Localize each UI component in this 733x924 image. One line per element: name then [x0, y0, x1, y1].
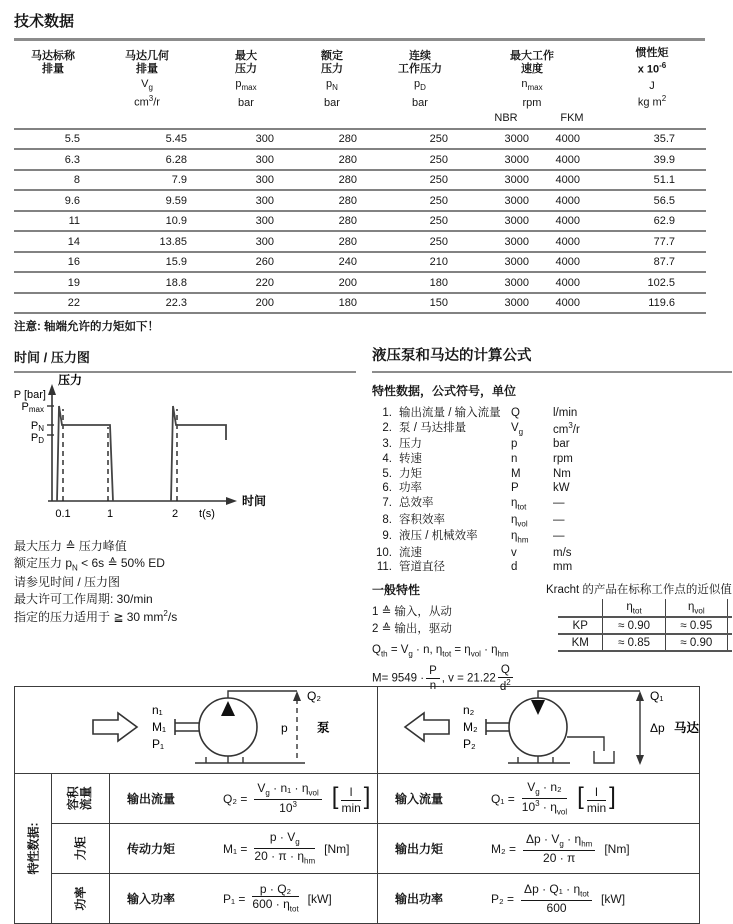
x-axis-arrow	[226, 497, 237, 505]
pressure-notes	[14, 538, 356, 626]
col-title: 最大工作 速度	[510, 49, 554, 76]
motor-flow-formula-cell	[378, 774, 700, 824]
spec-row: 22 22.3 200 180 150 3000 4000 119.6	[14, 293, 706, 314]
formula-label: 输出功率	[395, 892, 444, 906]
pump-shaft-torque: M₁	[152, 720, 167, 734]
spec-header-symbols	[14, 77, 706, 93]
note-line: 请参见时间 / 压力图	[14, 574, 121, 589]
flow-arrow-up	[293, 691, 301, 701]
level-pd: PD	[30, 432, 44, 445]
formula-section	[372, 344, 732, 694]
characteristics-table	[14, 686, 700, 924]
side-label: 特性数据:	[26, 822, 41, 875]
general-line: 1 ≙ 输入，从动	[372, 606, 452, 619]
symbol-item: 4. 转速 n rpm	[382, 452, 573, 465]
motor-diagram	[378, 687, 698, 768]
symbol-item: 5. 力矩 M Nm	[382, 467, 571, 480]
symbol-item: 3. 压力 p bar	[382, 438, 570, 451]
title-rule	[14, 38, 705, 41]
spec-row: 5.5 5.45 300 280 250 3000 4000 35.7	[64, 133, 675, 145]
motor-shaft-speed: n₂	[463, 703, 475, 717]
series-name: KM	[558, 634, 603, 651]
symbol-item: 2. 泵 / 马达排量 $V_g$ $cm^3/r$	[382, 420, 580, 437]
efficiency-table	[558, 599, 732, 652]
pump-diagram	[15, 687, 376, 768]
pump-power-formula-cell	[110, 874, 378, 924]
dp-arrow-up	[636, 691, 644, 701]
pressure-pulse-1	[57, 406, 113, 501]
dp-arrow-down	[636, 755, 644, 765]
input-arrow-icon	[93, 713, 137, 741]
col-title: 额定 压力	[321, 49, 343, 76]
x-axis-title: 时间	[242, 494, 267, 508]
spec-row: 6.3 6.28 300 280 250 3000 4000 39.9	[14, 149, 706, 170]
x-tick-1: 1	[106, 508, 114, 520]
col-unit: rpm	[522, 97, 542, 109]
spec-row: 14 13.85 300 280 250 3000 4000 77.7	[14, 231, 706, 252]
efficiency-header-row	[558, 599, 732, 617]
formula-label: 输出力矩	[395, 842, 444, 856]
unit-fraction: [ l min ]	[577, 782, 616, 815]
formula-section-title: 液压泵和马达的计算公式	[372, 348, 532, 364]
pump-shaft-power: P₁	[152, 737, 165, 751]
general-characteristics	[372, 581, 732, 693]
x-axis-unit: t(s)	[199, 508, 215, 520]
motor-name: 马达	[674, 721, 700, 735]
chart-section-title: 时间 / 压力图	[14, 350, 90, 365]
shaft-torque-note: 注意: 轴端允许的力矩如下！	[14, 321, 160, 333]
spec-row: 9.6 9.59 300 280 250 3000 4000 56.5	[14, 190, 706, 211]
time-pressure-chart	[14, 373, 344, 531]
pump-shaft-speed: n₁	[152, 703, 163, 717]
time-pressure-section	[14, 344, 356, 676]
eff-header: $\eta_{tot}$	[603, 599, 665, 617]
efficiency-row: KP ≈ 0.90 ≈ 0.95	[558, 617, 732, 634]
col-unit: bar	[324, 97, 340, 109]
general-heading: 一般特性	[372, 583, 421, 598]
pump-flow-formula-cell	[110, 774, 378, 824]
col-title: 最大 压力	[235, 49, 257, 76]
output-arrow-icon	[405, 713, 449, 741]
col-symbol: $V_g$	[141, 78, 153, 93]
pump-pressure-label: p	[281, 721, 288, 735]
kracht-note: Kracht 的产品在标称工作点的近似值	[546, 584, 732, 597]
motor-pressure-label: Δp	[650, 721, 665, 735]
motor-shaft-torque: M₂	[463, 720, 478, 734]
eff-header: $\eta_{vol}$	[665, 599, 727, 617]
seal-type-nbr: NBR	[466, 111, 546, 129]
formula: Q₂ = $V_g \cdot n_1 \cdot \eta_{vol}$ $10^3$ [ l min ]	[223, 781, 371, 816]
pump-name: 泵	[317, 721, 330, 735]
kracht-block	[546, 581, 732, 693]
side-label-cell	[15, 774, 52, 924]
col-unit: $cm^3/r$	[134, 94, 160, 109]
spec-row: 19 18.8 220 200 180 3000 4000 102.5	[14, 272, 706, 293]
symbol-list	[372, 406, 732, 575]
efficiency-row: KM ≈ 0.85 ≈ 0.90	[558, 634, 732, 651]
category-cell	[52, 774, 110, 824]
symbol-item: 11. 管道直径 d mm	[376, 561, 573, 574]
formula: M₂ = $\Delta p \cdot V_g \cdot \eta_{hm}$ 20 · π [Nm]	[491, 831, 630, 865]
formula: Q₁ = $V_g \cdot n_2$ $10^3 \cdot \eta_{vol}$ [ l min ]	[491, 779, 616, 816]
spec-header-units	[14, 93, 706, 110]
col-symbol: $p_D$	[414, 78, 426, 93]
col-title: 惯性矩 x $10^{-6}$	[635, 47, 669, 76]
col-symbol: $p_N$	[326, 78, 338, 93]
formula-section-rule	[372, 371, 732, 373]
symbol-item: 8. 容积效率 $\eta_{vol}$ —	[382, 513, 565, 528]
col-unit: bar	[238, 97, 254, 109]
category-label: 力矩	[73, 836, 88, 861]
formula: P₁ = p · Q₂ $600 \cdot \eta_{tot}$ [kW]	[223, 881, 332, 914]
note-line: 最大压力 ≙ 压力峰值	[14, 539, 127, 553]
col-unit: bar	[412, 97, 428, 109]
motor-input-flow: Q₁	[650, 689, 664, 703]
symbol-item: 1. 输出流量 / 输入流量 Q l/min	[382, 407, 578, 419]
pressure-pulse-2	[171, 406, 226, 501]
x-tick-2: 2	[171, 508, 179, 520]
formula: M₁ = $p \cdot V_g$ $20 \cdot \pi \cdot \eta_{hm}$ [Nm]	[223, 830, 350, 866]
note-line: 额定压力 $p_N < 6s$ ≙ 50% ED	[14, 556, 165, 573]
symbol-item: 10. 流速 v m/s	[376, 546, 572, 559]
page-title: 技术数据	[14, 13, 75, 30]
level-pmax: Pmax	[21, 401, 44, 414]
symbol-item: 7. 总效率 $\eta_{tot}$ —	[382, 497, 565, 512]
motor-power-formula-cell	[378, 874, 700, 924]
general-line: 2 ≙ 输出，驱动	[372, 622, 452, 635]
formula: P₂ = $\Delta p \cdot Q_1 \cdot \eta_{tot}$ 600 [kW]	[491, 881, 626, 915]
category-label: 功率	[73, 886, 88, 911]
series-name: KP	[558, 617, 603, 634]
pump-torque-formula-cell	[110, 824, 378, 874]
level-pn: PN	[30, 420, 44, 433]
spec-table	[14, 46, 706, 314]
motor-diagram-cell	[378, 687, 700, 774]
note-line: 指定的压力适用于 ≧ 30 $mm^2/s$	[14, 608, 178, 624]
y-axis-unit: P [bar]	[13, 389, 46, 401]
col-title: 连续 工作压力	[398, 49, 442, 76]
formula-label: 输出流量	[127, 792, 176, 806]
formula-subtitle: 特性数据，公式符号，单位	[372, 384, 517, 398]
spec-row: 16 15.9 260 240 210 3000 4000 87.7	[14, 252, 706, 273]
col-symbol: $n_{max}$	[521, 78, 543, 93]
pump-diagram-cell	[15, 687, 378, 774]
motor-flow-triangle	[531, 700, 545, 715]
general-left	[372, 581, 542, 693]
col-title: 马达几何 排量	[125, 49, 169, 76]
spec-header-seals	[14, 111, 706, 129]
formula-label: 输入流量	[395, 792, 444, 806]
motor-shaft-power: P₂	[463, 737, 476, 751]
col-title: 马达标称 排量	[31, 49, 75, 76]
symbol-item: 9. 液压 / 机械效率 $\eta_{hm}$ —	[382, 530, 565, 545]
motor-torque-formula-cell	[378, 824, 700, 874]
y-axis-title: 压力	[58, 373, 83, 387]
pump-output-flow: Q₂	[307, 689, 321, 703]
category-cell	[52, 874, 110, 924]
formula-label: 输入功率	[127, 892, 176, 906]
seal-type-fkm: FKM	[546, 111, 598, 129]
col-unit: kg $m^2$	[637, 94, 667, 109]
tank-symbol	[594, 751, 614, 763]
symbol-item: 6. 功率 P kW	[382, 482, 570, 495]
col-symbol: $p_{max}$	[235, 78, 257, 93]
col-symbol: J	[649, 79, 655, 92]
spec-header-titles	[14, 46, 706, 77]
unit-fraction: [ l min ]	[331, 782, 371, 815]
y-axis-arrow	[48, 384, 56, 395]
m-v-formula: M= 9549 · $\frac{P}{n}$ , v = 21.22 $\frac{Q}{d^2}$	[372, 664, 542, 693]
spec-row: 11 10.9 300 280 250 3000 4000 62.9	[14, 211, 706, 232]
note-line: 最大许可工作周期: 30/min	[14, 591, 153, 606]
pump-flow-triangle	[221, 701, 235, 716]
spec-row: 8 7.9 300 280 250 3000 4000 51.1	[14, 170, 706, 191]
qth-formula: $Q_{th} = V_g \cdot n$, $\eta_{tot} = \eta_{vol} \cdot \eta_{hm}$	[372, 643, 509, 658]
x-tick-0.1: 0.1	[55, 508, 71, 520]
formula-label: 传动力矩	[127, 842, 176, 856]
middle-section	[13, 344, 732, 694]
category-cell	[52, 824, 110, 874]
category-label: 容积 流量	[66, 786, 94, 811]
